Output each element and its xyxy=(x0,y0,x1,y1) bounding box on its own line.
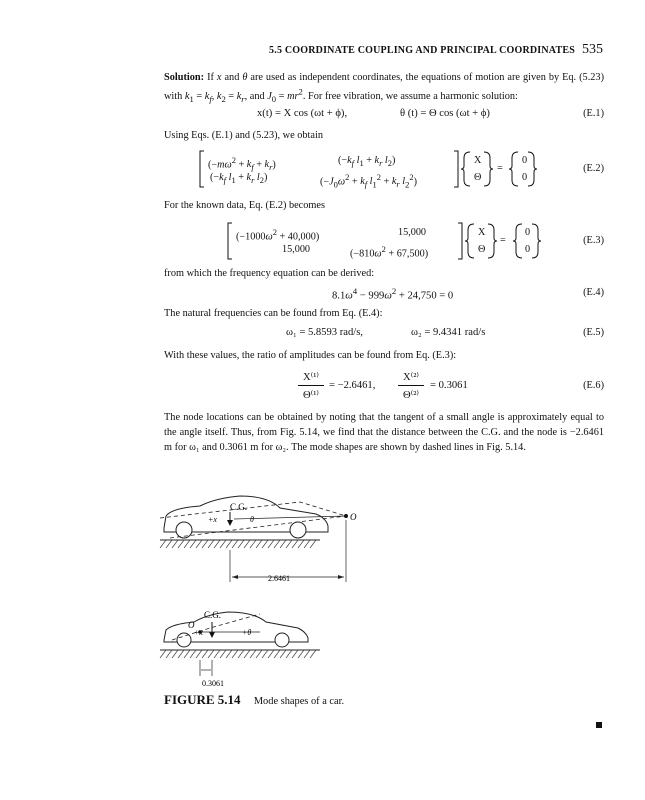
eq2-rhs-2: 0 xyxy=(522,172,528,183)
top-distance-label: 2.6461 xyxy=(268,574,290,583)
eq2-number: (E.2) xyxy=(583,163,604,174)
bottom-node-label: O xyxy=(188,620,195,630)
section-title: 5.5 COORDINATE COUPLING AND PRINCIPAL COORDINATES xyxy=(269,45,575,56)
eq4-expr: $8.1\omega^4 - 999\omega^2 + 24,750 = 0$ xyxy=(332,286,454,302)
page-number: 535 xyxy=(582,42,603,57)
eq3-number: (E.3) xyxy=(583,235,604,246)
top-node-label: O xyxy=(350,512,357,522)
eq5-w1: ω₁ = 5.8593 rad/s, xyxy=(286,327,363,338)
eq2-m12: ($-k_f$ $l_1 + k_r$ $l_2$) xyxy=(338,155,396,169)
eq1-number: (E.1) xyxy=(583,108,604,119)
solution-label: Solution: xyxy=(164,72,205,83)
eq6-num1: X⁽¹⁾ xyxy=(302,372,320,383)
figure-caption xyxy=(164,692,344,708)
text-natural: The natural frequencies can be found from Eq. (E.4): xyxy=(164,308,383,319)
text-node: The node locations can be obtained by noting that the tangent of a small angle is approximately equal to the angle itself. Thus, from Fig. 5.14, we find that the distance between the C.G. and the node is −2.6461 m for ω₁ and 0.3061 m for ω₂. The mode shapes are shown by dashed lines in Fig. 5.14. xyxy=(164,412,604,453)
eq2-rhs-1: 0 xyxy=(522,155,528,166)
eq6-num2: X⁽²⁾ xyxy=(402,372,420,383)
text-ratio: With these values, the ratio of amplitudes can be found from Eq. (E.3): xyxy=(164,350,457,361)
eq6-den2: Θ⁽²⁾ xyxy=(402,390,420,401)
eq5-number: (E.5) xyxy=(583,327,604,338)
eq2-m21: ($-k_f$ $l_1 + k_r$ $l_2$) xyxy=(210,172,268,186)
eq3-vec-x: X xyxy=(478,227,486,238)
eq2-m22: ($-J_0\omega^2 + k_f$ $l_1^2 + k_r$ $l_2^2$) xyxy=(320,172,417,190)
figure-title: Mode shapes of a car. xyxy=(253,696,345,707)
bottom-theta-label: +θ xyxy=(242,628,252,637)
solution-paragraph xyxy=(164,70,604,107)
solution-text: If x and θ are used as independent coordinates, the equations of motion are given by Eq. (5.23) with $k_1 = k_f$, $k_2 = k_r$, and $J_0 = mr^2$. For free vibration, we assume a harmonic solution: xyxy=(164,72,604,105)
bottom-cg-label: C.G. xyxy=(204,610,222,620)
top-x-label: +x xyxy=(208,515,217,524)
eq3-vec-theta: Θ xyxy=(478,244,486,255)
eq2-m11: $(-m\omega^2 + k_f + k_r)$ xyxy=(208,155,276,173)
eq3-rhs-2: 0 xyxy=(525,244,531,255)
eq3-m11: $(-1000\omega^2 + 40,000)$ xyxy=(236,227,320,243)
eq3-equals: = xyxy=(500,235,506,246)
eq6-den1: Θ⁽¹⁾ xyxy=(302,390,320,401)
eq6-val1: = −2.6461, xyxy=(329,380,376,391)
text-known: For the known data, Eq. (E.2) becomes xyxy=(164,200,325,211)
eq6-number: (E.6) xyxy=(583,380,604,391)
bottom-distance-label: 0.3061 xyxy=(202,679,224,688)
eq3-rhs-1: 0 xyxy=(525,227,531,238)
eq3-m12: 15,000 xyxy=(398,227,427,238)
eq6-fracbar1 xyxy=(298,385,324,386)
end-of-example-mark xyxy=(596,722,602,728)
eq6-fracbar2 xyxy=(398,385,424,386)
bottom-x-label: +x xyxy=(194,628,203,637)
eq3-m21: 15,000 xyxy=(282,244,311,255)
eq4-number: (E.4) xyxy=(583,287,604,298)
eq6-val2: = 0.3061 xyxy=(430,380,468,391)
eq1-left: x(t) = X cos (ωt + ϕ), xyxy=(257,108,348,119)
text-freq: from which the frequency equation can be derived: xyxy=(164,268,375,279)
eq5-w2: ω₂ = 9.4341 rad/s xyxy=(411,327,486,338)
figure-mode-shapes xyxy=(150,490,380,690)
eq2-equals: = xyxy=(497,163,503,174)
eq1-right: θ (t) = Θ cos (ωt + ϕ) xyxy=(400,108,490,119)
running-header xyxy=(0,43,645,59)
figure-label: FIGURE 5.14 xyxy=(164,692,241,707)
top-theta-label: θ xyxy=(250,515,254,524)
eq2-vec-theta: Θ xyxy=(474,172,482,183)
bottom-car-diagram xyxy=(160,610,320,688)
eq2-vec-x: X xyxy=(474,155,482,166)
top-car-diagram xyxy=(160,496,357,583)
text-using: Using Eqs. (E.1) and (5.23), we obtain xyxy=(164,130,323,141)
eq3-m22: $(-810\omega^2 + 67,500)$ xyxy=(350,244,429,260)
top-cg-label: C.G. xyxy=(230,502,248,512)
